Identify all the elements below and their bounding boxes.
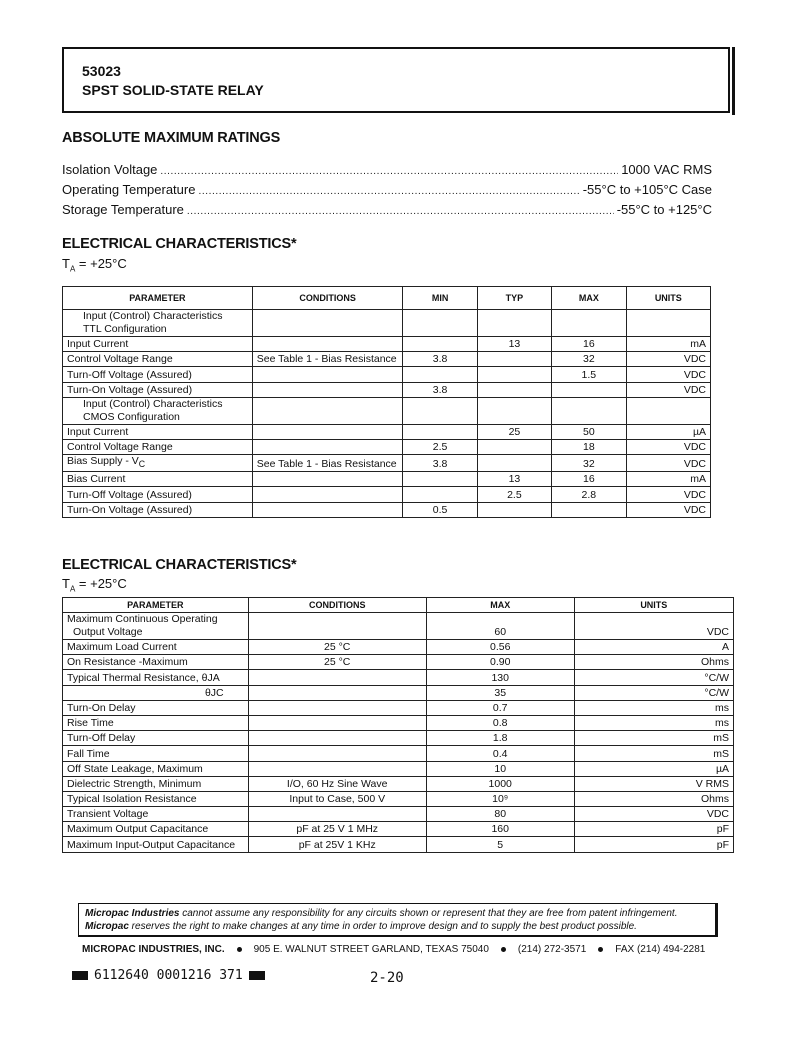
barcode-text: 6112640 0001216 371	[94, 968, 243, 983]
units-cell: ms	[574, 715, 733, 730]
param-text: Control Voltage Range	[67, 441, 173, 454]
param-cell	[63, 700, 249, 715]
units-cell	[626, 310, 710, 337]
param-cell	[63, 439, 253, 454]
param-text: Bias Supply - V	[67, 455, 139, 468]
typ-cell: 2.5	[477, 487, 551, 502]
param-text: Dielectric Strength, Minimum	[67, 777, 202, 790]
cond-cell	[252, 367, 403, 382]
table-row	[63, 367, 711, 382]
max-cell: 1.5	[552, 367, 627, 382]
max-cell: 18	[552, 439, 627, 454]
cond-cell	[252, 424, 403, 439]
units-cell: VDC	[626, 487, 710, 502]
param-cell	[63, 472, 253, 487]
cond-cell: pF at 25 V 1 MHz	[248, 822, 426, 837]
part-number: 53023	[82, 63, 121, 79]
min-cell: 2.5	[403, 439, 477, 454]
column-header: CONDITIONS	[252, 287, 403, 310]
column-header: CONDITIONS	[248, 598, 426, 613]
param-text: Maximum Continuous Operating	[67, 613, 218, 625]
param-cell	[63, 397, 253, 424]
table-row	[63, 700, 734, 715]
param-text: Turn-On Delay	[67, 701, 136, 714]
title-box-shadow	[732, 47, 735, 115]
param-cell	[63, 613, 249, 640]
units-cell: Ohms	[574, 655, 733, 670]
units-cell: VDC	[626, 367, 710, 382]
param-cell	[63, 746, 249, 761]
bullet-icon	[237, 947, 242, 952]
min-cell: 3.8	[403, 382, 477, 397]
param-text-2: TTL Configuration	[83, 323, 167, 335]
param-text: Input Current	[67, 425, 129, 438]
param-text: Maximum Input-Output Capacitance	[67, 838, 236, 851]
rating-row	[62, 162, 712, 180]
max-cell: 130	[426, 670, 574, 685]
max-cell: 1.8	[426, 731, 574, 746]
max-cell: 10	[426, 761, 574, 776]
param-cell	[63, 761, 249, 776]
cond-cell: Input to Case, 500 V	[248, 791, 426, 806]
param-text: Turn-Off Delay	[67, 732, 136, 745]
min-cell	[403, 487, 477, 502]
max-cell: 60	[426, 613, 574, 640]
rating-label: Storage Temperature	[62, 202, 184, 217]
units-cell: mS	[574, 731, 733, 746]
table-row	[63, 472, 711, 487]
param-cell	[63, 487, 253, 502]
table-row	[63, 776, 734, 791]
cond-cell	[252, 472, 403, 487]
param-text: Turn-Off Voltage (Assured)	[67, 488, 192, 501]
cond-cell	[248, 613, 426, 640]
typ-cell	[477, 502, 551, 517]
param-cell	[63, 776, 249, 791]
param-cell	[63, 822, 249, 837]
param-text-2: CMOS Configuration	[83, 410, 180, 423]
min-cell	[403, 472, 477, 487]
max-cell	[552, 397, 627, 424]
cond-cell: 25 °C	[248, 655, 426, 670]
cond-cell	[252, 382, 403, 397]
rating-row	[62, 202, 712, 220]
max-cell: 160	[426, 822, 574, 837]
elec1-heading: ELECTRICAL CHARACTERISTICS*	[62, 236, 297, 252]
disclaimer-box: Micropac Industries cannot assume any responsibility for any circuits shown or represent that they are free from patent infringement. Micropac reserves the right to make changes at any time in order to improve design and to supply the best product possible.	[78, 903, 718, 937]
param-text: Input (Control) Characteristics	[83, 310, 223, 322]
table-row	[63, 791, 734, 806]
max-cell: 5	[426, 837, 574, 852]
typ-cell	[477, 352, 551, 367]
param-text: Input (Control) Characteristics	[83, 397, 223, 410]
column-header: TYP	[477, 287, 551, 310]
elec2-ta: $T_A = +25^\circ C$	[62, 576, 127, 594]
block-mark-icon	[72, 971, 88, 980]
bullet-icon	[598, 947, 603, 952]
typ-cell	[477, 439, 551, 454]
param-cell	[63, 502, 253, 517]
table-row	[63, 310, 711, 337]
max-cell: 0.8	[426, 715, 574, 730]
param-cell	[63, 837, 249, 852]
units-cell: mA	[626, 337, 710, 352]
max-cell: 0.7	[426, 700, 574, 715]
units-cell: pF	[574, 837, 733, 852]
column-header: UNITS	[626, 287, 710, 310]
units-cell: mS	[574, 746, 733, 761]
param-cell	[63, 685, 249, 700]
units-cell: ms	[574, 700, 733, 715]
min-cell	[403, 397, 477, 424]
units-cell: µA	[626, 424, 710, 439]
units-cell: mA	[626, 472, 710, 487]
cond-cell	[248, 807, 426, 822]
param-text: On Resistance -Maximum	[67, 656, 188, 669]
cond-cell	[252, 439, 403, 454]
param-text: Control Voltage Range	[67, 353, 173, 366]
param-text: Off State Leakage, Maximum	[67, 762, 203, 775]
max-cell: 16	[552, 472, 627, 487]
units-cell: pF	[574, 822, 733, 837]
table-row	[63, 715, 734, 730]
max-cell: 32	[552, 455, 627, 472]
units-cell: VDC	[574, 807, 733, 822]
units-cell: VDC	[626, 455, 710, 472]
param-cell	[63, 367, 253, 382]
cond-cell	[248, 715, 426, 730]
table-row	[63, 837, 734, 852]
max-cell: 10⁹	[426, 791, 574, 806]
column-header: MIN	[403, 287, 477, 310]
bullet-icon	[501, 947, 506, 952]
table-row	[63, 455, 711, 472]
max-cell: 16	[552, 337, 627, 352]
param-cell	[63, 640, 249, 655]
dot-leader	[198, 186, 579, 197]
table-row	[63, 439, 711, 454]
typ-cell: 13	[477, 472, 551, 487]
cond-cell	[252, 487, 403, 502]
cond-cell: pF at 25V 1 KHz	[248, 837, 426, 852]
typ-cell	[477, 310, 551, 337]
table-row	[63, 822, 734, 837]
param-text: Fall Time	[67, 747, 110, 760]
elec1-ta: $T_A = +25^\circ C$	[62, 256, 127, 274]
page-title: SPST SOLID-STATE RELAY	[82, 82, 264, 98]
param-cell	[63, 424, 253, 439]
param-cell	[63, 807, 249, 822]
cond-cell	[248, 700, 426, 715]
rating-value: 1000 VAC RMS	[621, 162, 712, 177]
max-cell: 0.4	[426, 746, 574, 761]
dot-leader	[187, 206, 614, 217]
param-cell	[63, 731, 249, 746]
param-cell	[63, 455, 253, 472]
column-header: MAX	[552, 287, 627, 310]
max-cell	[552, 382, 627, 397]
min-cell	[403, 310, 477, 337]
param-cell	[63, 337, 253, 352]
column-header: UNITS	[574, 598, 733, 613]
table-row	[63, 613, 734, 640]
cond-cell: See Table 1 - Bias Resistance	[252, 455, 403, 472]
min-cell	[403, 367, 477, 382]
cond-cell: I/O, 60 Hz Sine Wave	[248, 776, 426, 791]
cond-cell	[248, 670, 426, 685]
units-cell: °C/W	[574, 670, 733, 685]
company-line	[82, 944, 705, 955]
table-row	[63, 424, 711, 439]
block-mark-icon	[249, 971, 265, 980]
max-cell	[552, 502, 627, 517]
min-cell	[403, 424, 477, 439]
units-cell: A	[574, 640, 733, 655]
units-cell: VDC	[626, 382, 710, 397]
typ-cell: 25	[477, 424, 551, 439]
table-row	[63, 382, 711, 397]
table-row	[63, 640, 734, 655]
rating-value: -55°C to +125°C	[616, 202, 712, 217]
column-header: PARAMETER	[63, 287, 253, 310]
min-cell: 0.5	[403, 502, 477, 517]
page-number: 2-20	[370, 970, 404, 986]
max-cell: 35	[426, 685, 574, 700]
table-row	[63, 337, 711, 352]
rating-label: Isolation Voltage	[62, 162, 158, 177]
typ-cell	[477, 367, 551, 382]
param-subscript: C	[138, 459, 146, 470]
table-row	[63, 807, 734, 822]
param-cell	[63, 791, 249, 806]
column-header: MAX	[426, 598, 574, 613]
units-cell	[626, 397, 710, 424]
max-cell: 1000	[426, 776, 574, 791]
param-text: Turn-Off Voltage (Assured)	[67, 368, 192, 381]
cond-cell	[248, 761, 426, 776]
cond-cell: See Table 1 - Bias Resistance	[252, 352, 403, 367]
company-phone: (214) 272-3571	[517, 944, 587, 955]
table-row	[63, 761, 734, 776]
max-cell: 50	[552, 424, 627, 439]
param-cell	[63, 310, 253, 337]
units-cell: µA	[574, 761, 733, 776]
elec2-heading: ELECTRICAL CHARACTERISTICS*	[62, 557, 297, 573]
units-cell: Ohms	[574, 791, 733, 806]
cond-cell	[252, 337, 403, 352]
title-box	[62, 47, 730, 113]
dot-leader	[160, 166, 618, 177]
rating-value: -55°C to +105°C Case	[582, 182, 712, 197]
param-text-2: Output Voltage	[73, 626, 143, 638]
param-text: Turn-On Voltage (Assured)	[67, 383, 193, 396]
table-row	[63, 502, 711, 517]
column-header: PARAMETER	[63, 598, 249, 613]
cond-cell	[252, 310, 403, 337]
max-cell: 80	[426, 807, 574, 822]
rating-row	[62, 182, 712, 200]
param-text: Maximum Output Capacitance	[67, 823, 209, 836]
typ-cell: 13	[477, 337, 551, 352]
units-cell: VDC	[626, 439, 710, 454]
param-cell	[63, 655, 249, 670]
max-cell: 2.8	[552, 487, 627, 502]
elec2-table	[62, 597, 734, 853]
cond-cell	[248, 685, 426, 700]
param-cell	[63, 352, 253, 367]
max-cell	[552, 310, 627, 337]
cond-cell	[252, 502, 403, 517]
param-text: Maximum Load Current	[67, 641, 177, 654]
elec1-table	[62, 286, 711, 518]
company-name: MICROPAC INDUSTRIES, INC.	[82, 944, 225, 955]
table-row	[63, 670, 734, 685]
max-cell: 32	[552, 352, 627, 367]
param-text: Bias Current	[67, 473, 126, 486]
param-text: Transient Voltage	[67, 808, 149, 821]
cond-cell	[248, 746, 426, 761]
param-text: Typical Thermal Resistance, θJA	[67, 671, 220, 684]
min-cell: 3.8	[403, 352, 477, 367]
abs-max-heading: ABSOLUTE MAXIMUM RATINGS	[62, 130, 281, 146]
company-address: 905 E. WALNUT STREET GARLAND, TEXAS 75040	[253, 944, 489, 955]
table-row	[63, 352, 711, 367]
typ-cell	[477, 382, 551, 397]
barcode-line	[66, 968, 271, 983]
param-text: θJC	[204, 686, 224, 699]
table-row	[63, 685, 734, 700]
table-row	[63, 746, 734, 761]
param-cell	[63, 382, 253, 397]
table-row	[63, 655, 734, 670]
units-cell: °C/W	[574, 685, 733, 700]
typ-cell	[477, 455, 551, 472]
table-row	[63, 731, 734, 746]
units-cell: V RMS	[574, 776, 733, 791]
typ-cell	[477, 397, 551, 424]
units-cell: VDC	[626, 352, 710, 367]
param-text: Typical Isolation Resistance	[67, 793, 197, 806]
param-text: Turn-On Voltage (Assured)	[67, 503, 193, 516]
units-cell: VDC	[626, 502, 710, 517]
param-cell	[63, 670, 249, 685]
units-cell: VDC	[574, 613, 733, 640]
min-cell: 3.8	[403, 455, 477, 472]
param-cell	[63, 715, 249, 730]
cond-cell	[248, 731, 426, 746]
table-row	[63, 397, 711, 424]
company-fax: FAX (214) 494-2281	[615, 944, 706, 955]
cond-cell: 25 °C	[248, 640, 426, 655]
param-text: Rise Time	[67, 717, 114, 730]
min-cell	[403, 337, 477, 352]
rating-label: Operating Temperature	[62, 182, 196, 197]
max-cell: 0.56	[426, 640, 574, 655]
param-text: Input Current	[67, 338, 129, 351]
max-cell: 0.90	[426, 655, 574, 670]
table-row	[63, 487, 711, 502]
cond-cell	[252, 397, 403, 424]
